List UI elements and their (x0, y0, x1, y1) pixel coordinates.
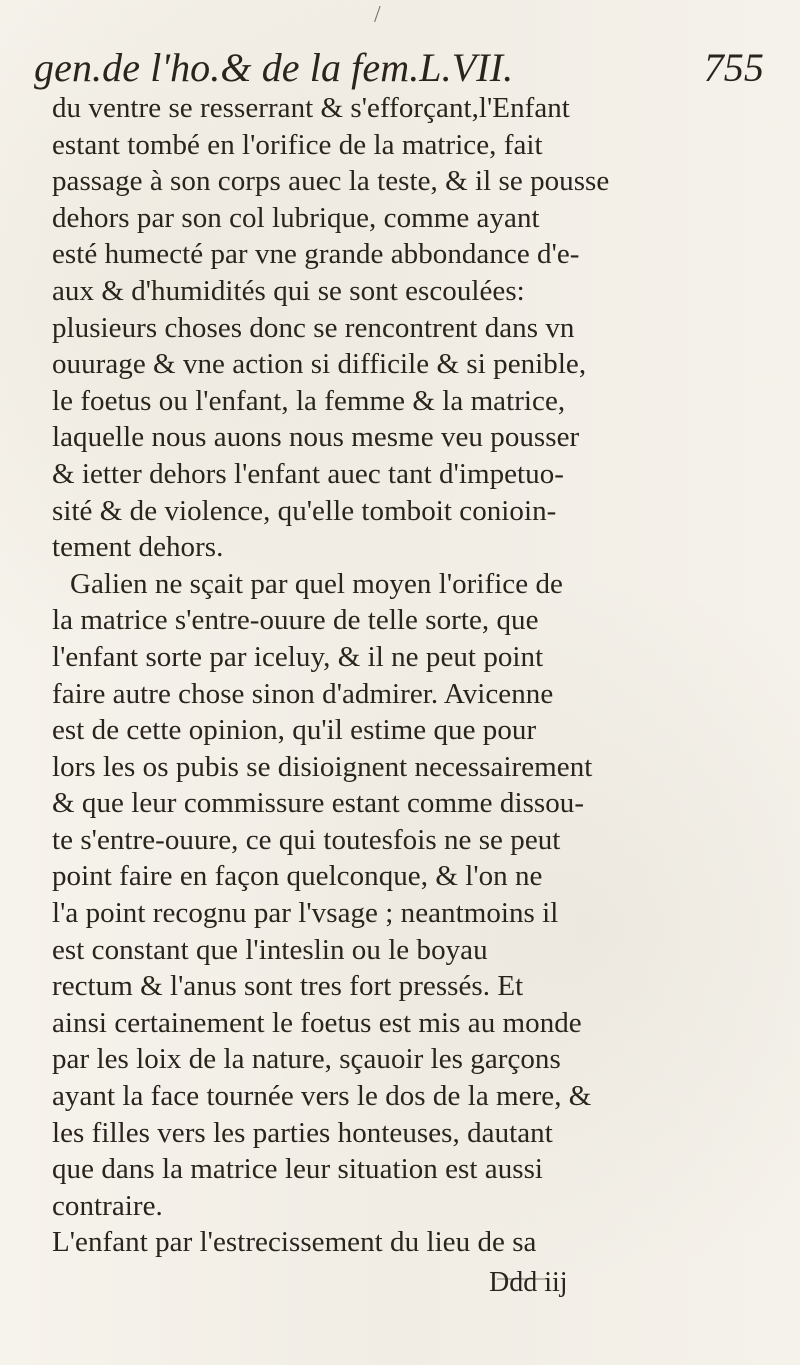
text-line: passage à son corps auec la teste, & il se pousse (52, 165, 610, 198)
signature-line (52, 1265, 764, 1301)
text-line: tement dehors. (52, 531, 224, 564)
text-line: la matrice s'entre-ouure de telle sorte, que (52, 604, 539, 637)
text-line: est constant que l'inteslin ou le boyau (52, 933, 488, 966)
text-line: l'a point recognu par l'vsage ; neantmoins il (52, 897, 559, 930)
body-text (52, 90, 764, 1298)
top-mark: / (374, 2, 381, 28)
text-line: estant tombé en l'orifice de la matrice, fait (52, 128, 543, 161)
text-line: que dans la matrice leur situation est aussi (52, 1153, 544, 1186)
text-line: l'enfant sorte par iceluy, & il ne peut point (52, 640, 544, 673)
text-line: par les loix de la nature, sçauoir les garçons (52, 1043, 561, 1076)
running-title: gen.de l'ho.& de la fem.L.VII. (34, 45, 514, 90)
text-line: rectum & l'anus sont tres fort pressés. Et (52, 970, 524, 1003)
text-line: du ventre se resserrant & s'efforçant,l'Enfant (52, 92, 570, 124)
text-line: ainsi certainement le foetus est mis au monde (52, 1006, 582, 1039)
text-line: point faire en façon quelconque, & l'on ne (52, 860, 543, 893)
text-line: sité & de violence, qu'elle tomboit conioin- (52, 494, 557, 527)
text-line: & que leur commissure estant comme dissou- (52, 787, 585, 820)
text-line: ouurage & vne action si difficile & si penible, (52, 348, 587, 381)
signature-mark: Ddd iij (489, 1267, 568, 1298)
signature-underline (497, 1278, 549, 1280)
text-line: L'enfant par l'estrecissement du lieu de sa (52, 1226, 537, 1259)
text-line: lors les os pubis se disioignent necessairement (52, 750, 593, 783)
text-line: esté humecté par vne grande abbondance d'e- (52, 238, 580, 271)
page-number: 755 (703, 45, 764, 90)
text-line: laquelle nous auons nous mesme veu pousser (52, 421, 580, 454)
text-line: aux & d'humidités qui se sont escoulées: (52, 274, 525, 307)
text-line: Galien ne sçait par quel moyen l'orifice de (70, 567, 563, 600)
text-line: est de cette opinion, qu'il estime que pour (52, 714, 537, 747)
text-line: & ietter dehors l'enfant auec tant d'impetuo- (52, 457, 564, 490)
text-line: plusieurs choses donc se rencontrent dans vn (52, 311, 575, 344)
running-header (34, 40, 764, 96)
text-line: ayant la face tournée vers le dos de la mere, & (52, 1080, 592, 1113)
text-line: te s'entre-ouure, ce qui toutesfois ne se peut (52, 823, 561, 856)
text-line: le foetus ou l'enfant, la femme & la matrice, (52, 384, 566, 417)
text-line: dehors par son col lubrique, comme ayant (52, 201, 540, 234)
text-line: faire autre chose sinon d'admirer. Avicenne (52, 677, 554, 710)
text-line: les filles vers les parties honteuses, dautant (52, 1116, 553, 1149)
text-line: contraire. (52, 1189, 163, 1222)
